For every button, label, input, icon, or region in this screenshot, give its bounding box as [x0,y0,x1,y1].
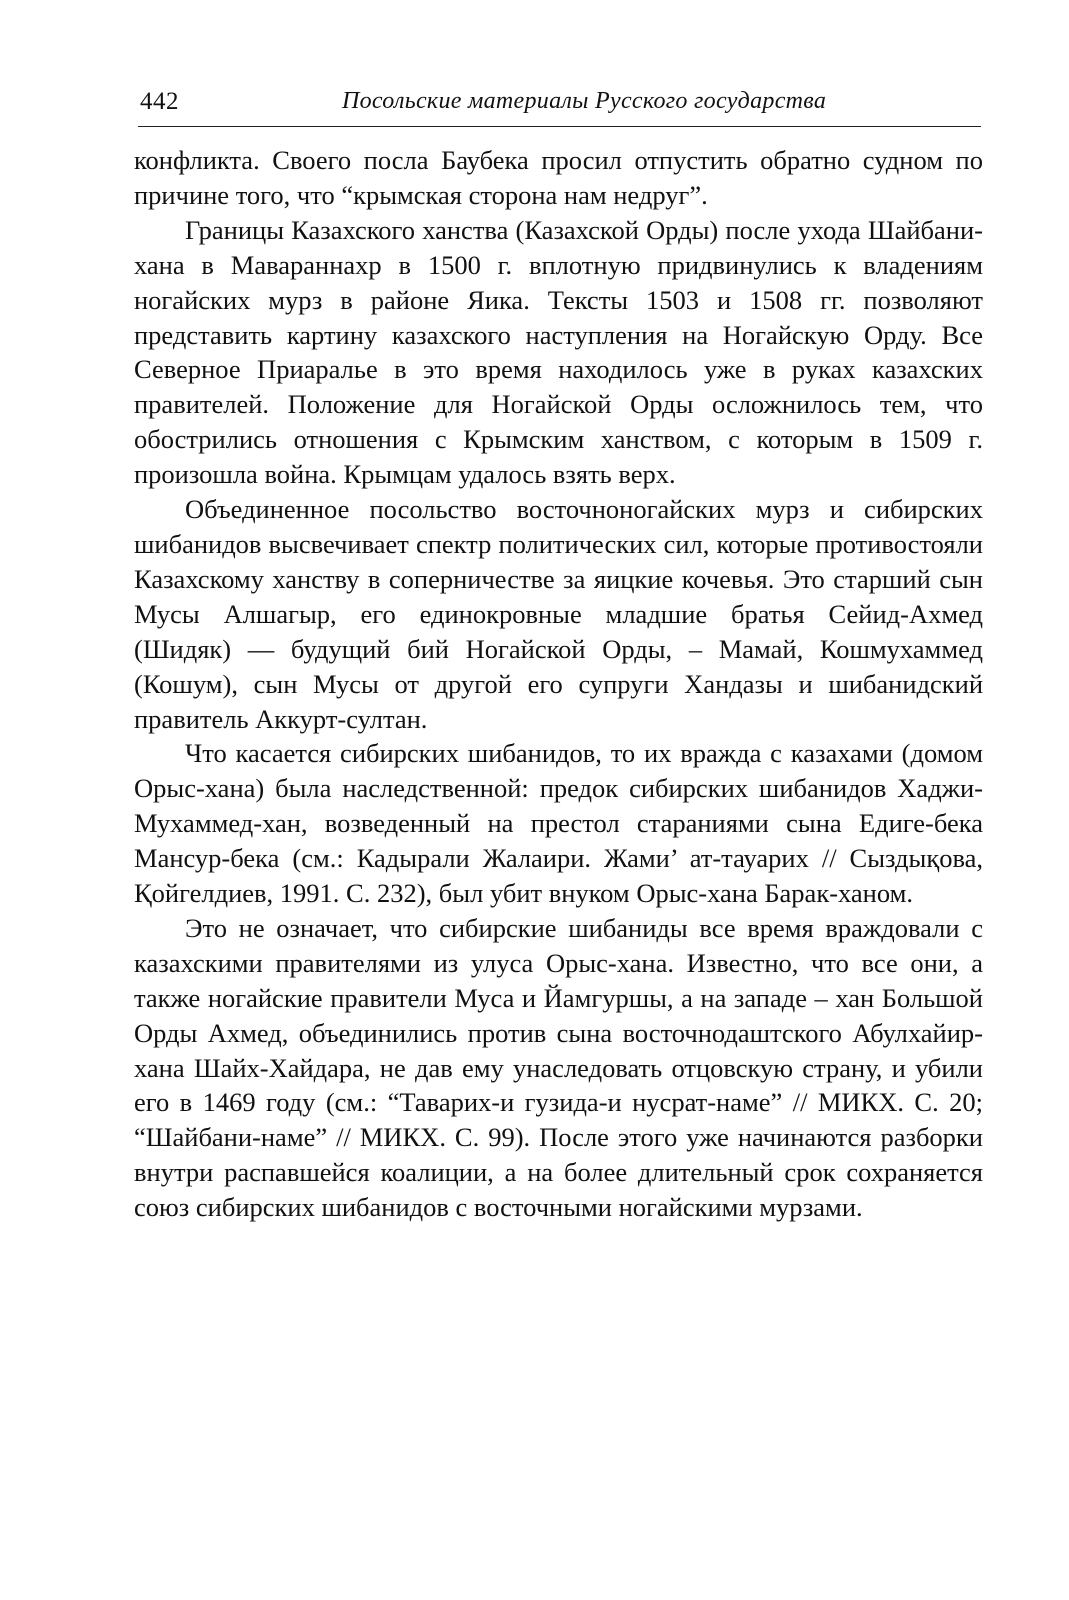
running-header [138,84,981,127]
paragraph-coalition: Это не означает, что сибирские шибаниды все время враждовали с казахскими правителями из улуса Орыс-хана. Известно, что все они, а также ногайские правители Муса и Йамгуршы, а на западе – хан Большой Орды Ахмед, объединились против сына восточнодаштского Абулхайир-хана Шайх-Хайдара, не дав ему унаследовать отцовскую страну, и убили его в 1469 году (см.: “Таварих-и гузида-и нусрат-наме” // МИКХ. С. 20; “Шайбани-наме” // МИКХ. С. 99). После этого уже начинаются разборки внутри распавшейся коалиции, а на более длительный срок сохраняется союз сибирских шибанидов с восточными ногайскими мурзами. [134,912,983,1223]
paragraph-siberian-shibanids: Что касается сибирских шибанидов, то их вражда с казахами (домом Орыс-хана) была наследственной: предок сибирских шибанидов Хаджи-Мухаммед-хан, возведенный на престол стараниями сына Едиге-бека Мансур-бека (см.: Кадырали Жалаири. Жами’ ат-тауарих // Сыздықова, Қойгелдиев, 1991. С. 232), был убит внуком Орыс-хана Барак-ханом. [134,738,983,909]
page-number: 442 [140,88,179,115]
body-text [134,143,983,1225]
paragraph-continuation: конфликта. Своего посла Баубека просил отпустить обратно судном по причине того, что “крымская сторона нам недруг”. [134,145,983,210]
paragraph-joint-embassy: Объединенное посольство восточноногайских мурз и сибирских шибанидов высвечивает спектр политических сил, которые противостояли Казахскому ханству в соперничестве за яицкие кочевья. Это старший сын Мусы Алшагыр, его единокровные младшие братья Сейид-Ахмед (Шидяк) — будущий бий Ногайской Орды, – Мамай, Кошмухаммед (Кошум), сын Мусы от другой его супруги Хандазы и шибанидский правитель Аккурт-султан. [134,494,983,734]
paragraph-kazakh-khanate-borders: Границы Казахского ханства (Казахской Орды) после ухода Шайбани-хана в Мавараннахр в 1500 г. вплотную придвинулись к владениям ногайских мурз в районе Яика. Тексты 1503 и 1508 гг. позволяют представить картину казахского наступления на Ногайскую Орду. Все Северное Приаралье в это время находилось уже в руках казахских правителей. Положение для Ногайской Орды осложнилось тем, что обострились отношения с Крымским ханством, с которым в 1509 г. произошла война. Крымцам удалось взять верх. [134,214,983,490]
running-title: Посольские материалы Русского государства [342,88,827,114]
